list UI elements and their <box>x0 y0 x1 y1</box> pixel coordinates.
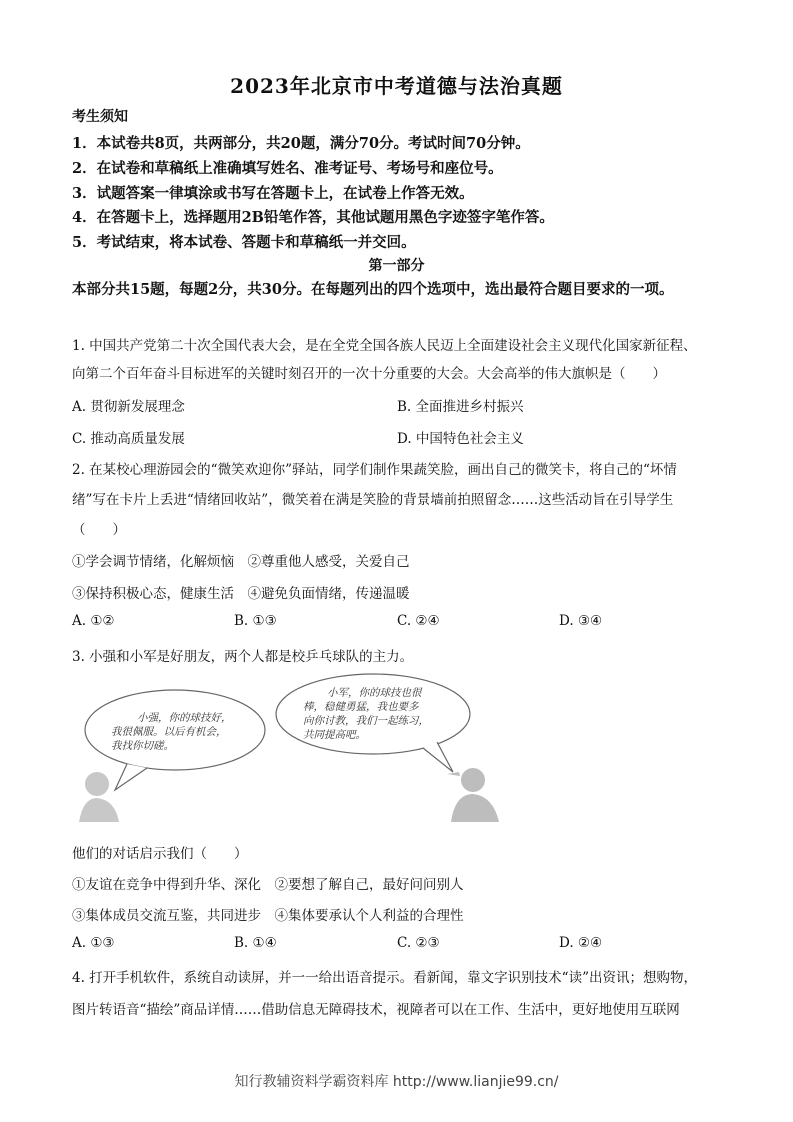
statement-line: ③保持积极心态，健康生活 ④避免负面情绪，传递温暖 <box>72 586 410 602</box>
option-d: D. ②④ <box>559 935 603 951</box>
statement-line: ①友谊在竞争中得到升华、深化 ②要想了解自己，最好问问别人 <box>72 877 464 893</box>
bubble-right-line: 小军，你的球技也很 <box>327 687 422 699</box>
option-d: D. 中国特色社会主义 <box>397 431 524 447</box>
part-title: 第一部分 <box>368 258 425 274</box>
notice-item: 5．考试结束，将本试卷、答题卡和草稿纸一并交回。 <box>72 234 416 251</box>
question-text: 图片转语音“描绘”商品详情……借助信息无障碍技术，视障者可以在工作、生活中，更好地使用互联网 <box>72 1002 680 1018</box>
bubble-right-line: 棒，稳健勇猛，我也要多 <box>303 701 419 713</box>
bubble-left-line: 我很佩服。以后有机会， <box>111 726 227 738</box>
dialogue-illustration <box>75 672 505 822</box>
notice-item: 3．试题答案一律填涂或书写在答题卡上，在试卷上作答无效。 <box>72 185 474 202</box>
bubble-left-line: 我找你切磋。 <box>111 740 174 752</box>
part-description: 本部分共15题，每题2分，共30分。在每题列出的四个选项中，选出最符合题目要求的一项。 <box>72 281 674 298</box>
speech-bubble-right-tail <box>423 742 453 772</box>
option-a: A. ①③ <box>72 935 115 951</box>
speech-bubble-right <box>276 674 470 754</box>
notice-item: 4．在答题卡上，选择题用2B铅笔作答，其他试题用黑色字迹签字笔作答。 <box>72 209 554 226</box>
statement-line: ③集体成员交流互鉴，共同进步 ④集体要承认个人利益的合理性 <box>72 908 464 924</box>
option-a: A. ①② <box>72 613 115 629</box>
option-b: B. 全面推进乡村振兴 <box>397 399 524 415</box>
bubble-right-line: 向你讨教，我们一起练习， <box>303 715 429 727</box>
notice-item: 2．在试卷和草稿纸上准确填写姓名、准考证号、考场号和座位号。 <box>72 160 503 177</box>
question-text: 绪”写在卡片上丢进“情绪回收站”，微笑着在满是笑脸的背景墙前拍照留念……这些活动旨在引导学生 <box>72 492 674 508</box>
option-b: B. ①④ <box>234 935 277 951</box>
question-text: 1. 中国共产党第二十次全国代表大会，是在全党全国各族人民迈上全面建设社会主义现代化国家新征程、 <box>72 338 697 354</box>
question-text: 2. 在某校心理游园会的“微笑欢迎你”驿站，同学们制作果蔬笑脸，画出自己的微笑卡，将自己的“坏情 <box>72 462 677 478</box>
question-text: 4. 打开手机软件，系统自动读屏，并一一给出语音提示。看新闻，靠文字识别技术“读”出资讯；想购物， <box>72 970 697 986</box>
question-text: （ ） <box>72 522 126 538</box>
statement-line: ①学会调节情绪，化解烦恼 ②尊重他人感受，关爱自己 <box>72 554 410 570</box>
notice-heading: 考生须知 <box>72 109 128 125</box>
option-c: C. 推动高质量发展 <box>72 431 185 447</box>
question-prompt: 他们的对话启示我们（ ） <box>72 846 248 862</box>
person-left-figure <box>79 772 119 822</box>
bubble-right-line: 共同提高吧。 <box>303 729 366 741</box>
speech-bubble-left-tail <box>115 764 147 790</box>
option-a: A. 贯彻新发展理念 <box>72 399 185 415</box>
notice-item: 1．本试卷共8页，共两部分，共20题，满分70分。考试时间70分钟。 <box>72 135 530 152</box>
option-b: B. ①③ <box>234 613 277 629</box>
footer-watermark: 知行教辅资料学霸资料库 http://www.lianjie99.cn/ <box>234 1074 559 1090</box>
option-d: D. ③④ <box>559 613 603 629</box>
question-text: 3. 小强和小军是好朋友，两个人都是校乒乓球队的主力。 <box>72 649 414 665</box>
question-text: 向第二个百年奋斗目标进军的关键时刻召开的一次十分重要的大会。大会高举的伟大旗帜是（ ） <box>72 366 666 382</box>
bubble-left-line: 小强，你的球技好， <box>137 712 232 724</box>
option-c: C. ②③ <box>397 935 440 951</box>
person-right-figure <box>447 768 499 822</box>
page-title: 2023年北京市中考道德与法治真题 <box>230 74 563 98</box>
option-c: C. ②④ <box>397 613 440 629</box>
